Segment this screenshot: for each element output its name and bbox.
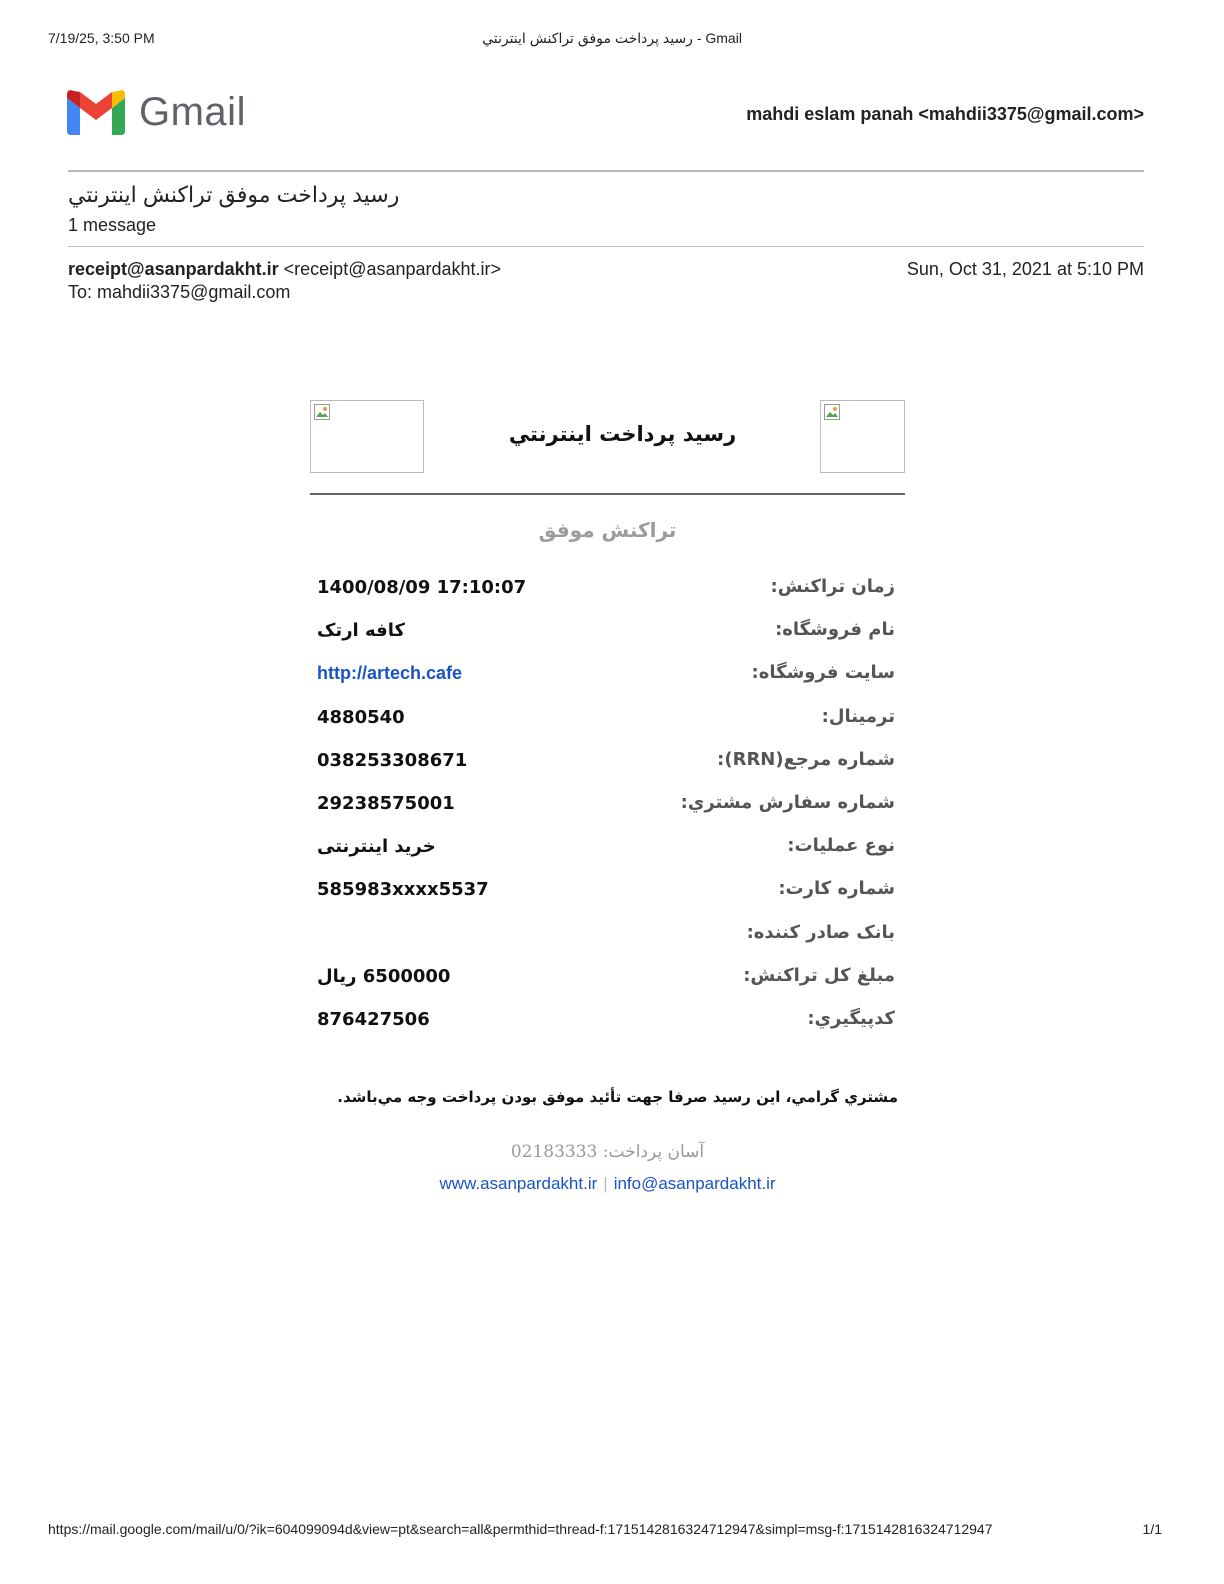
row-label: زمان تراکنش: (770, 576, 895, 597)
divider (68, 246, 1144, 247)
row-label: نوع عمليات: (787, 835, 895, 857)
message-date: Sun, Oct 31, 2021 at 5:10 PM (906, 259, 1144, 279)
receipt-row (310, 784, 905, 827)
receipt-row (310, 957, 905, 1000)
row-label: سايت فروشگاه: (751, 662, 895, 684)
broken-image-left (310, 400, 424, 473)
receipt-row (310, 698, 905, 741)
row-value: کافه ارتک (317, 620, 405, 642)
row-label: نام فروشگاه: (775, 619, 895, 641)
row-value: خرید اینترنتی (317, 836, 436, 858)
row-label: کدپيگيري: (807, 1007, 895, 1029)
receipt-row (310, 741, 905, 784)
print-header (48, 30, 1176, 50)
sender (68, 259, 501, 280)
row-label: مبلغ کل تراکنش: (743, 964, 895, 986)
receipt-rows (310, 568, 905, 1043)
row-value: 4880540 (317, 706, 405, 728)
receipt-row (310, 1000, 905, 1043)
receipt-row (310, 914, 905, 957)
row-value: 29238575001 (317, 792, 455, 814)
receipt-row (310, 827, 905, 870)
row-value: 6500000 ریال (317, 965, 451, 987)
website-link[interactable]: www.asanpardakht.ir (439, 1174, 598, 1193)
recipient: To: mahdii3375@gmail.com (68, 282, 291, 302)
transaction-status: تراکنش موفق (538, 518, 677, 542)
account-identity: mahdi eslam panah <mahdii3375@gmail.com> (746, 104, 1144, 124)
page-number: 1/1 (1142, 1521, 1162, 1537)
print-datetime: 7/19/25, 3:50 PM (48, 30, 155, 46)
row-label: ترمينال: (821, 705, 895, 727)
store-website-link[interactable]: http://artech.cafe (317, 663, 463, 684)
row-label: شماره مرجع(RRN): (717, 748, 895, 770)
gmail-wordmark: Gmail (139, 89, 246, 134)
receipt-row (310, 870, 905, 913)
thread-subject: رسيد پرداخت موفق تراکنش اينترنتي (68, 182, 400, 207)
divider (310, 493, 905, 495)
contact-links (310, 1174, 905, 1194)
link-separator: | (603, 1174, 608, 1193)
row-value: 876427506 (317, 1008, 430, 1030)
divider (68, 170, 1144, 172)
receipt-title: رسيد پرداخت اينترنتي (508, 422, 737, 446)
support-phone: آسان پرداخت: 02183333 (510, 1142, 705, 1162)
row-label: بانک صادر کننده: (746, 921, 895, 943)
print-title: رسيد پرداخت موفق تراکنش اينترنتي - Gmail (482, 30, 742, 46)
sender-address: <receipt@asanpardakht.ir> (283, 259, 502, 279)
email-link[interactable]: info@asanpardakht.ir (613, 1174, 776, 1193)
broken-image-icon (824, 404, 840, 420)
message-count: 1 message (68, 215, 157, 235)
row-value: 038253308671 (317, 749, 468, 771)
broken-image-right (820, 400, 905, 473)
row-value: 585983xxxx5537 (317, 879, 489, 901)
row-label: شماره سفارش مشتري: (680, 791, 895, 813)
broken-image-icon (314, 404, 330, 420)
receipt-row (310, 654, 905, 697)
row-value: 1400/08/09 17:10:07 (317, 577, 527, 598)
gmail-logo (67, 88, 246, 136)
print-url: https://mail.google.com/mail/u/0/?ik=604099094d&view=pt&search=all&permthid=thread-f:1715142816324712947&simpl=msg-f:1715142816324712947 (48, 1521, 993, 1537)
receipt-row (310, 611, 905, 654)
sender-email: receipt@asanpardakht.ir (68, 259, 279, 279)
row-label: شماره کارت: (778, 878, 895, 900)
receipt-note: مشتري گرامي، اين رسيد صرفا جهت تأئيد موفق بودن پرداخت وجه مي‌باشد. (337, 1088, 898, 1106)
gmail-m-icon (67, 89, 125, 135)
receipt-row (310, 568, 905, 611)
